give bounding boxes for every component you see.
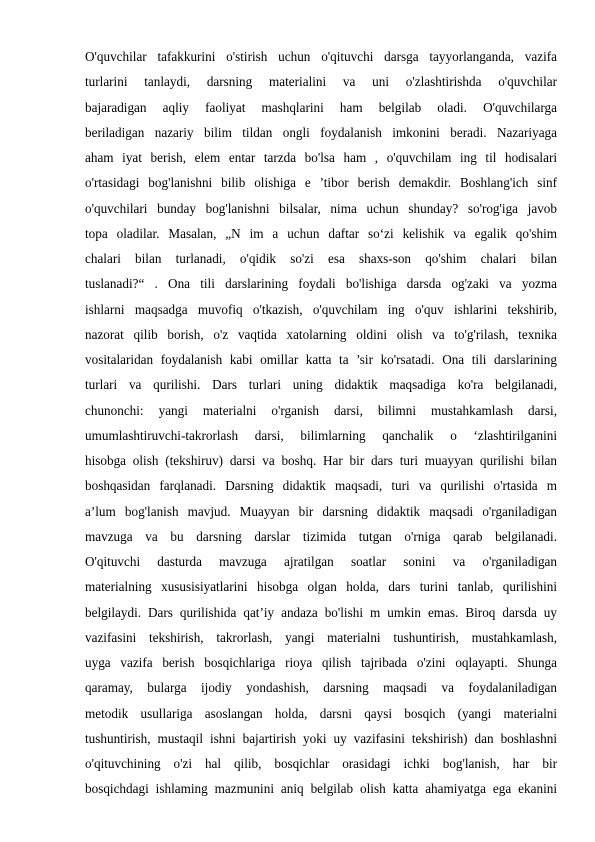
text-line: nazorat qilib borish, o'z vaqtida xatolarning oldini olish va to'g'rilash, texnika: [85, 326, 557, 342]
text-line: O'qituvchi dasturda mavzuga ajratilgan soatlar sonini va o'rganiladigan: [85, 554, 557, 569]
text-line: chalari bilan turlanadi, o'qidik so'zi esa shaxs-son qo'shim chalari bilan: [85, 251, 557, 266]
text-line: umumlashtiruvchi-takrorlash darsi, bilimlarning qanchalik o ‘zlashtirilganini: [85, 427, 557, 443]
text-line: beriladigan nazariy bilim tildan ongli foydalanish imkonini beradi. Nazariyaga: [85, 124, 557, 140]
text-line: vazifasini tekshirish, takrorlash, yangi materialni tushuntirish, mustahkamlash,: [85, 629, 557, 645]
text-line: tushuntirish, mustaqil ishni bajartirish yoki uy vazifasini tekshirish) dan boshlashni: [85, 730, 557, 746]
text-line: o'qituvchining o'zi hal qilib, bosqichlar orasidagi ichki bog'lanish, har bir: [85, 756, 557, 771]
text-line: bajaradigan aqliy faoliyat mashqlarini ham belgilab oladi. O'quvchilarga: [85, 99, 557, 115]
text-line: turlari va qurilishi. Dars turlari uning didaktik maqsadiga ko'ra belgilanadi,: [85, 377, 557, 393]
text-line: uyga vazifa berish bosqichlariga rioya qilish tajribada o'zini oqlayapti. Shunga: [85, 655, 557, 670]
text-line: bosqichdagi ishlaming mazmunini aniq belgilab olish katta ahamiyatga ega ekanini: [85, 781, 557, 797]
text-line: vositalaridan foydalanish kabi omillar katta ta ’sir ko'rsatadi. Ona tili darslarining: [85, 352, 557, 367]
text-line: chunonchi: yangi materialni o'rganish darsi, bilimni mustahkamlash darsi,: [85, 402, 557, 418]
text-line: o'quvchilari bunday bog'lanishni bilsalar, nima uchun shunday? so'rog'iga javob: [85, 200, 557, 216]
text-line: turlarini tanlaydi, darsning materialini va uni o'zlashtirishda o'quvchilar: [85, 74, 557, 90]
text-line: materialning xususisiyatlarini hisobga olgan holda, dars turini tanlab, qurilishini: [85, 579, 557, 595]
text-line: o'rtasidagi bog'lanishni bilib olishiga e ’tibor berish demakdir. Boshlang'ich sinf: [85, 175, 557, 191]
text-line: O'quvchilar tafakkurini o'stirish uchun o'qituvchi darsga tayyorlanganda, vazifa: [85, 49, 557, 64]
body-text: [85, 44, 557, 802]
text-line: tuslanadi?“ . Ona tili darslarining foydali bo'lishiga darsda og'zaki va yozma: [85, 276, 557, 292]
text-line: belgilaydi. Dars qurilishida qat’iy andaza bo'lishi m umkin emas. Biroq darsda uy: [85, 604, 557, 620]
text-line: topa oladilar. Masalan, „N im a uchun daftar so‘zi kelishik va egalik qo'shim: [85, 225, 557, 241]
text-line: a’lum bog'lanish mavjud. Muayyan bir darsning didaktik maqsadi o'rganiladigan: [85, 503, 557, 519]
text-line: ishlarni maqsadga muvofiq o'tkazish, o'quvchilam ing o'quv ishlarini tekshirib,: [85, 301, 557, 317]
text-line: aham iyat berish, elem entar tarzda bo'lsa ham , o'quvchilam ing til hodisalari: [85, 150, 557, 165]
text-line: qaramay, bularga ijodiy yondashish, darsning maqsadi va foydalaniladigan: [85, 680, 557, 696]
text-line: hisobga olish (tekshiruv) darsi va boshq. Har bir dars turi muayyan qurilishi bilan: [85, 453, 557, 468]
text-line: metodik usullariga asoslangan holda, darsni qaysi bosqich (yangi materialni: [85, 705, 557, 721]
text-line: boshqasidan farqlanadi. Darsning didaktik maqsadi, turi va qurilishi o'rtasida m: [85, 478, 557, 494]
text-line: mavzuga va bu darsning darslar tizimida tutgan o'rniga qarab belgilanadi.: [85, 528, 557, 544]
